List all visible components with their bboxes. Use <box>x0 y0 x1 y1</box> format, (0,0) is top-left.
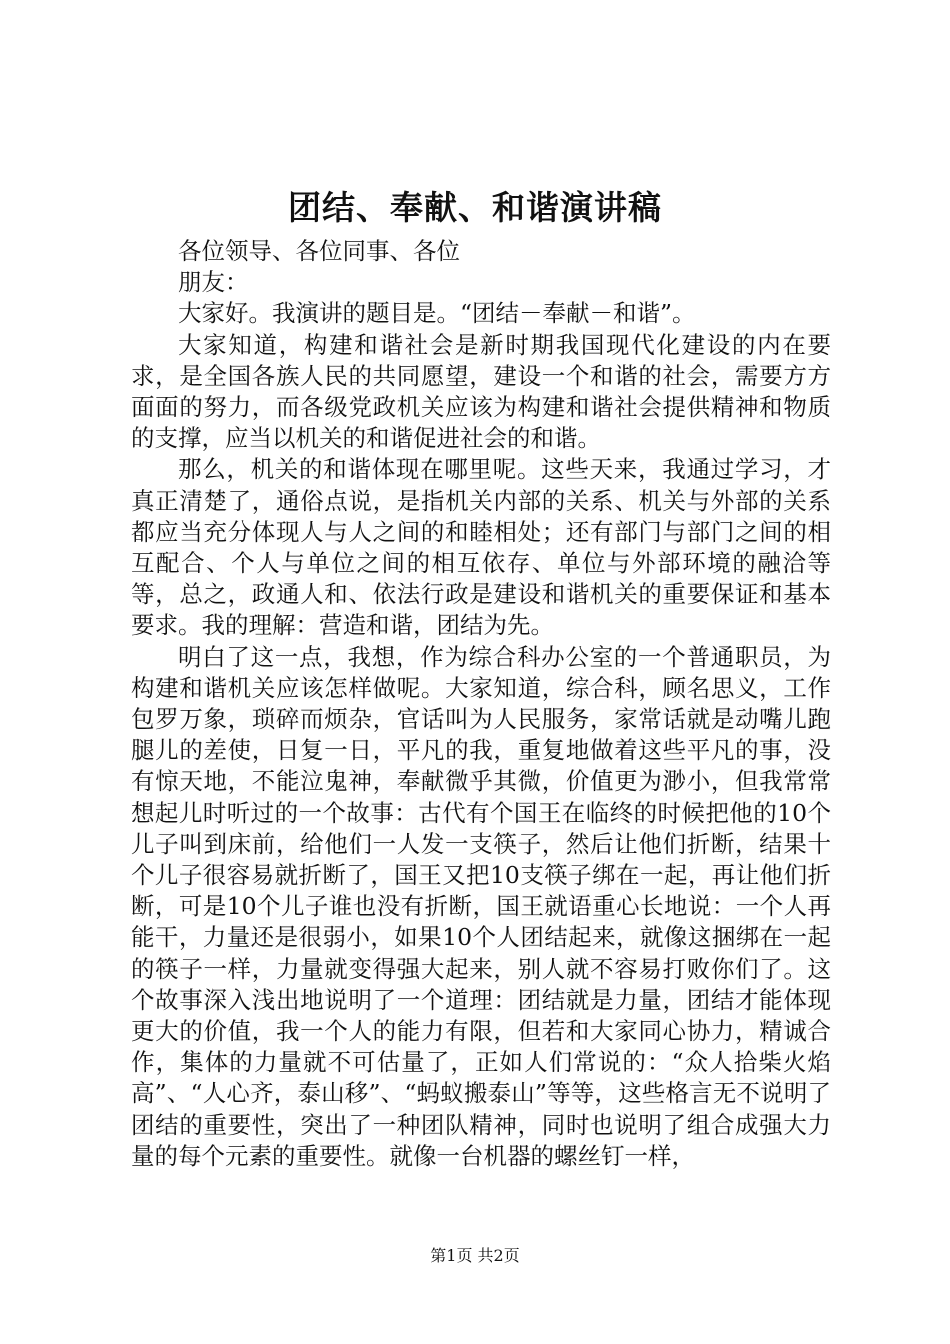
paragraph-4: 明白了这一点，我想，作为综合科办公室的一个普通职员，为构建和谐机关应该怎样做呢。大家知道，综合科，顾名思义，工作包罗万象，琐碎而烦杂，官话叫为人民服务，家常话就是动嘴儿跑腿儿的差使，日复一日，平凡的我，重复地做着这些平凡的事，没有惊天地，不能泣鬼神，奉献微乎其微，价值更为渺小，但我常常想起儿时听过的一个故事：古代有个国王在临终的时候把他的10个儿子叫到床前，给他们一人发一支筷子，然后让他们折断，结果十个儿子很容易就折断了，国王又把10支筷子绑在一起，再让他们折断，可是10个儿子谁也没有折断，国王就语重心长地说：一个人再能干，力量还是很弱小，如果10个人团结起来，就像这捆绑在一起的筷子一样，力量就变得强大起来，别人就不容易打败你们了。这个故事深入浅出地说明了一个道理：团结就是力量，团结才能体现更大的价值，我一个人的能力有限，但若和大家同心协力，精诚合作，集体的力量就不可估量了，正如人们常说的：“众人拾柴火焰高”、“人心齐，泰山移”、“蚂蚁搬泰山”等等，这些格言无不说明了团结的重要性，突出了一种团队精神，同时也说明了组合成强大力量的每个元素的重要性。就像一台机器的螺丝钉一样， <box>131 642 831 1170</box>
paragraph-3: 那么，机关的和谐体现在哪里呢。这些天来，我通过学习，才真正清楚了，通俗点说，是指机关内部的关系、机关与外部的关系都应当充分体现人与人之间的和睦相处；还有部门与部门之间的相互配合、个人与单位之间的相互依存、单位与外部环境的融洽等等，总之，政通人和、依法行政是建设和谐机关的重要保证和基本要求。我的理解：营造和谐，团结为先。 <box>131 455 831 640</box>
greeting-line-1: 各位领导、各位同事、各位 <box>178 237 460 265</box>
page-footer: 第1页 共2页 <box>430 1246 520 1265</box>
document-body <box>131 236 831 1172</box>
paragraph-1: 大家好。我演讲的题目是。“团结－奉献－和谐”。 <box>178 299 696 328</box>
paragraph-2: 大家知道，构建和谐社会是新时期我国现代化建设的内在要求，是全国各族人民的共同愿望，建设一个和谐的社会，需要方方面面的努力，而各级党政机关应该为构建和谐社会提供精神和物质的支撑，应当以机关的和谐促进社会的和谐。 <box>131 330 831 453</box>
greeting-line-2: 朋友： <box>178 268 249 297</box>
page-title: 团结、奉献、和谐演讲稿 <box>288 188 662 227</box>
